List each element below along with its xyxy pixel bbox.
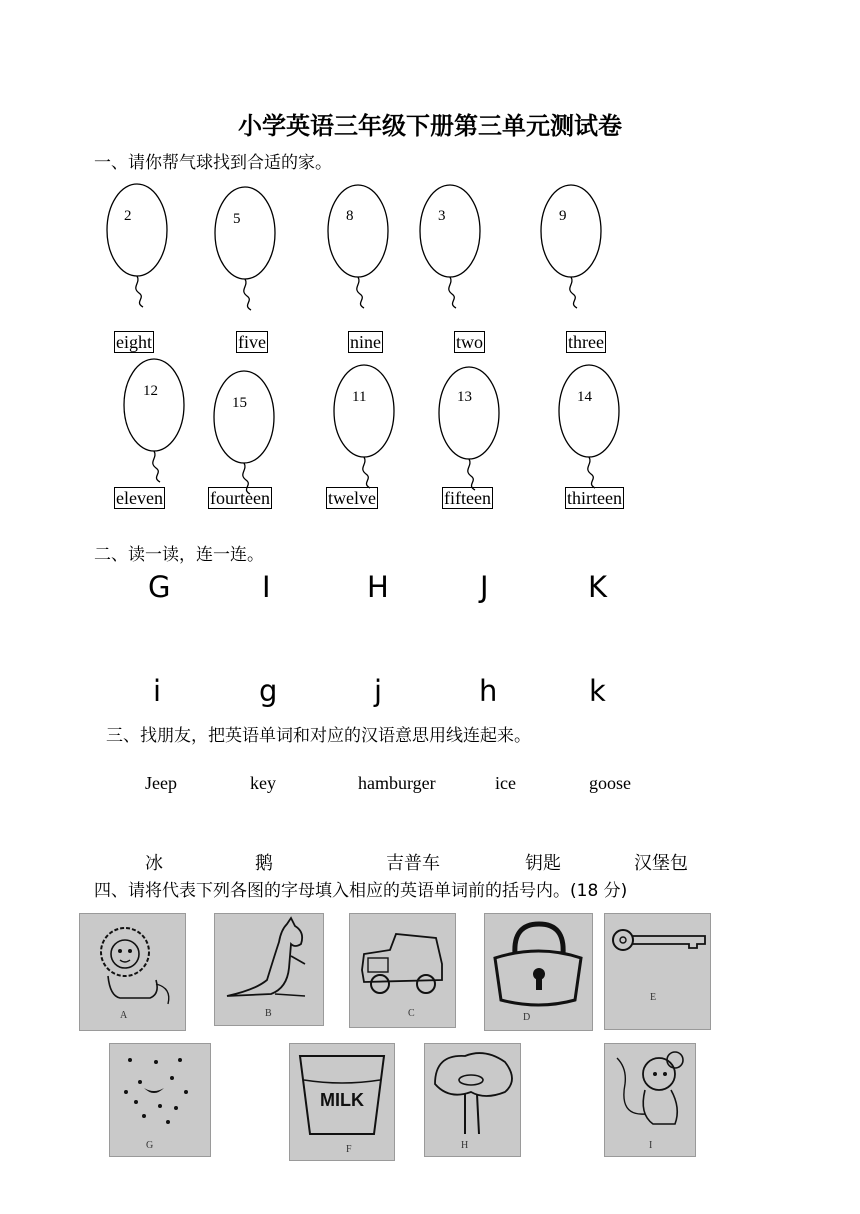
balloon-icon	[106, 183, 176, 313]
balloon-number: 11	[352, 389, 367, 405]
chinese-word: 汉堡包	[634, 853, 688, 874]
balloon-icon	[213, 370, 283, 500]
balloon-icon	[558, 364, 628, 494]
english-word: ice	[495, 773, 516, 793]
picture-letter: B	[265, 1008, 272, 1019]
word-box: eight	[116, 332, 152, 352]
balloon-number: 9	[559, 208, 567, 224]
english-word: Jeep	[145, 773, 177, 793]
english-word: key	[250, 773, 276, 793]
picture-letter: D	[523, 1012, 531, 1023]
picture-lion	[79, 913, 186, 1031]
balloon-icon	[438, 366, 508, 496]
word-box: eleven	[116, 488, 163, 508]
balloon-number: 5	[233, 211, 241, 227]
section2-heading: 二、读一读，连一连。	[94, 545, 264, 565]
section1-heading: 一、请你帮气球找到合适的家。	[94, 153, 332, 173]
picture-letter: C	[408, 1008, 415, 1019]
picture-jeep	[349, 913, 456, 1028]
page-title: 小学英语三年级下册第三单元测试卷	[238, 112, 622, 140]
jeep-icon	[350, 914, 455, 1009]
picture-letter: I	[649, 1140, 653, 1151]
upper-letter: J	[480, 570, 489, 604]
lower-letter: i	[153, 674, 162, 708]
balloon-number: 8	[346, 208, 354, 224]
word-box: nine	[350, 332, 381, 352]
picture-key	[604, 913, 711, 1030]
picture-letter: F	[346, 1144, 352, 1155]
upper-letter: H	[367, 570, 389, 604]
balloon-number: 14	[577, 389, 592, 405]
chinese-word: 吉普车	[386, 853, 440, 874]
balloon-icon	[333, 364, 403, 494]
balloon-number: 13	[457, 389, 472, 405]
upper-letter: G	[148, 570, 171, 604]
balloon-icon	[327, 184, 397, 314]
lock-icon	[485, 914, 592, 1014]
word-box: five	[238, 332, 266, 352]
balloon-number: 2	[124, 208, 132, 224]
word-box: twelve	[328, 488, 376, 508]
word-box: thirteen	[567, 488, 622, 508]
balloon-icon	[123, 358, 193, 488]
balloon-icon	[540, 184, 610, 314]
picture-night-sky	[109, 1043, 211, 1157]
milk-label: MILK	[320, 1090, 364, 1110]
upper-letter: I	[262, 570, 271, 604]
lower-letter: g	[259, 674, 278, 708]
chinese-word: 鹅	[255, 853, 273, 874]
english-word: goose	[589, 773, 631, 793]
balloon-number: 12	[143, 383, 158, 399]
lion-icon	[80, 914, 185, 1014]
picture-letter: H	[461, 1140, 469, 1151]
picture-nest	[424, 1043, 521, 1157]
chinese-word: 钥匙	[525, 853, 561, 874]
picture-letter: G	[146, 1140, 154, 1151]
section3-heading: 三、找朋友，把英语单词和对应的汉语意思用线连起来。	[106, 726, 531, 746]
english-word: hamburger	[358, 773, 436, 793]
picture-lock	[484, 913, 593, 1031]
section4-heading: 四、请将代表下列各图的字母填入相应的英语单词前的括号内。(18 分)	[94, 881, 628, 901]
night-sky-icon	[110, 1044, 210, 1139]
word-box: fifteen	[444, 488, 491, 508]
nest-tree-icon	[425, 1044, 520, 1139]
picture-mouse	[604, 1043, 696, 1157]
lower-letter: h	[479, 674, 498, 708]
balloon-number: 3	[438, 208, 446, 224]
balloon-number: 15	[232, 395, 247, 411]
key-icon	[605, 914, 710, 974]
upper-letter: K	[588, 570, 608, 604]
mouse-icon	[605, 1044, 695, 1139]
chinese-word: 冰	[145, 853, 163, 874]
picture-milk	[289, 1043, 395, 1161]
word-box: two	[456, 332, 483, 352]
lower-letter: k	[589, 674, 606, 708]
kangaroo-icon	[215, 914, 323, 1009]
picture-letter: E	[650, 992, 657, 1003]
lower-letter: j	[374, 674, 383, 708]
balloon-icon	[419, 184, 489, 314]
balloon-icon	[214, 186, 284, 316]
picture-letter: A	[120, 1010, 128, 1021]
word-box: fourteen	[210, 488, 270, 508]
picture-kangaroo	[214, 913, 324, 1026]
word-box: three	[568, 332, 604, 352]
